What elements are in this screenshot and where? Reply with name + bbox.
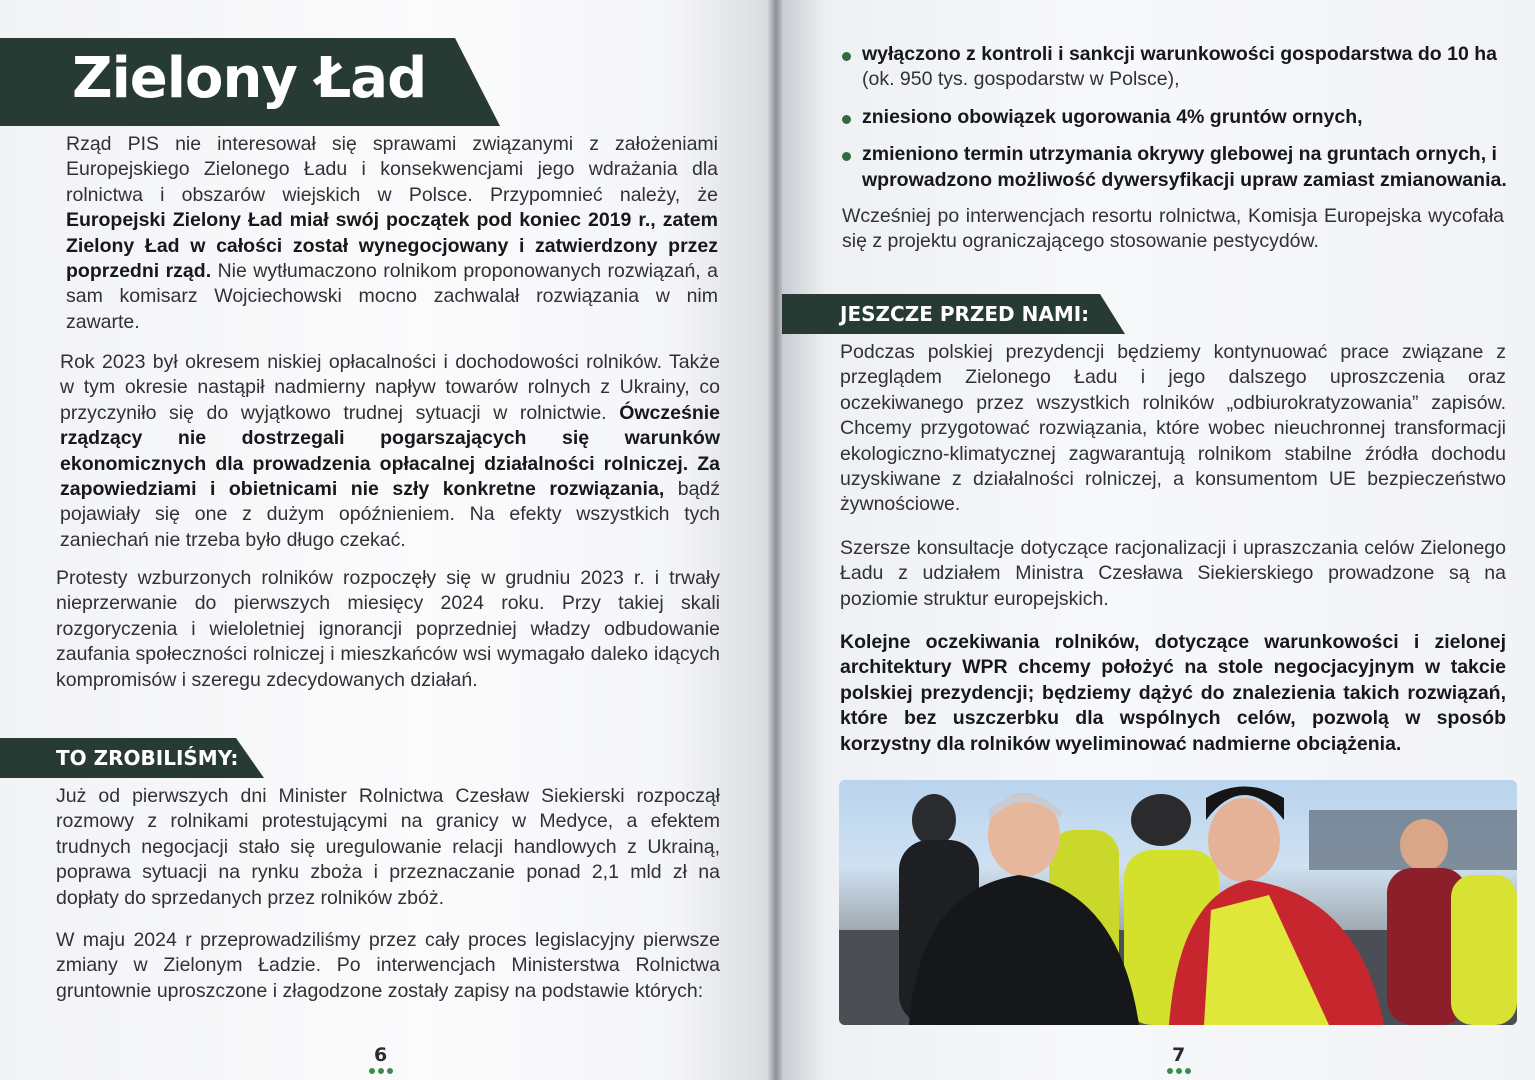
section-title-ahead: JESZCZE PRZED NAMI: — [840, 302, 1090, 326]
page-title: Zielony Ład — [72, 46, 427, 111]
paragraph-pesticides: Wcześniej po interwencjach resortu rolnictwa, Komisja Europejska wycofała się z projektu ograniczającego stosowanie pestycydów. — [842, 205, 1504, 253]
paragraph-negotiations: Już od pierwszych dni Minister Rolnictwa Czesław Siekierski rozpoczął rozmowy z rolnikami protestującymi na granicy w Medyce, a efektem trudnych negocjacji stało się uregulowanie relacji handlowych z Ukrainą, poprawa sytuacji na rynku zboża i przeznaczanie ponad 2,1 mld zł na dopłaty do sprzedanych przez rolników zbóż. — [56, 785, 720, 909]
paragraph-2023: Rok 2023 był okresem niskiej opłacalności i dochodowości rolników. Także w tym okresie nastąpił nadmierny napływ towarów rolnych z Ukrainy, co przyczyniło się do wyjątkowo trudnej sytuacji w rolnictwie. Ówcześnie rządzący nie dostrzegali pogarszających się warunków ekonomicznych dla prowadzenia opłacalnej działalności rolniczej. Za zapowiedziami i obietnicami nie szły konkretne rozwiązania, bądź pojawiały się one z dużym opóźnieniem. Na efekty wszystkich tych zaniechań nie trzeba było długo czekać. — [60, 351, 721, 551]
list-item: zniesiono obowiązek ugorowania 4% gruntów ornych, — [840, 105, 1510, 130]
list-item: zmieniono termin utrzymania okrywy glebowej na gruntach ornych, i wprowadzono możliwość dywersyfikacji upraw zamiast zmianowania. — [840, 142, 1510, 193]
page-dots-left — [369, 1064, 399, 1078]
bullet-icon — [842, 115, 851, 124]
changes-list — [840, 42, 1510, 205]
list-item: wyłączono z kontroli i sankcji warunkowości gospodarstwa do 10 ha (ok. 950 tys. gospodarstw w Polsce), — [840, 42, 1510, 93]
paragraph-may-2024: W maju 2024 r przeprowadziliśmy przez cały proces legislacyjny pierwsze zmiany w Zielonym Ładzie. Po interwencjach Ministerstwa Rolnictwa gruntownie uproszczone i złagodzone zostały zapisy na podstawie których: — [56, 929, 720, 1002]
page-number-left: 6 — [374, 1044, 388, 1066]
paragraph-presidency: Podczas polskiej prezydencji będziemy kontynuować prace związane z przeglądem Zielonego Ładu i jego dalszego uproszczenia oraz oczekiwanego przez wszystkich rolników „odbiurokratyzowania” zapisów. Chcemy przygotować rozwiązania, które wobec nieuchronnej transformacji ekologiczno-klimatycznej zagwarantują rolnikom stabilne źródła dochodu uzyskiwane z działalności rolniczej, a konsumentom UE bezpieczeństwo żywnościowe. — [840, 341, 1506, 516]
page-dots-right — [1167, 1064, 1197, 1078]
farmers-meeting-photo — [839, 780, 1517, 1025]
paragraph-consultations: Szersze konsultacje dotyczące racjonalizacji i upraszczania celów Zielonego Ładu z udziałem Ministra Czesława Siekierskiego prowadzone są na poziomie struktur europejskich. — [840, 537, 1506, 610]
photo-illustration — [839, 780, 1517, 1025]
page-number-right: 7 — [1172, 1044, 1186, 1066]
bullet-icon — [842, 52, 851, 61]
intro-paragraph: Rząd PIS nie interesował się sprawami związanymi z założeniami Europejskiego Zielonego Ładu i konsekwencjami jego wdrażania dla rolnictwa i obszarów wiejskich w Polsce. Przypomnieć należy, że Europejski Zielony Ład miał swój początek pod koniec 2019 r., zatem Zielony Ład w całości został wynegocjowany i zatwierdzony przez poprzedni rząd. Nie wytłumaczono rolnikom proponowanych rozwiązań, a sam komisarz Wojciechowski mocno zachwalał rozwiązania w nim zawarte. — [66, 133, 718, 333]
paragraph-expectations: Kolejne oczekiwania rolników, dotyczące warunkowości i zielonej architektury WPR chcemy położyć na stole negocjacyjnym w takcie polskiej prezydencji; będziemy dążyć do znalezienia takich rozwiązań, które bez uszczerbku dla wspólnych celów, pozwolą w sposób korzystny dla rolników wyeliminować nadmierne obciążenia. — [840, 631, 1506, 755]
paragraph-protests: Protesty wzburzonych rolników rozpoczęły się w grudniu 2023 r. i trwały nieprzerwanie do pierwszych miesięcy 2024 roku. Przy takiej skali rozgoryczenia i wieloletniej ignorancji poprzedniej władzy odbudowanie zaufania społeczności rolniczej i mieszkańców wsi wymagało daleko idących kompromisów i szeregu zdecydowanych działań. — [56, 567, 720, 691]
bullet-icon — [842, 152, 851, 161]
section-title-done: TO ZROBILIŚMY: — [56, 746, 239, 770]
